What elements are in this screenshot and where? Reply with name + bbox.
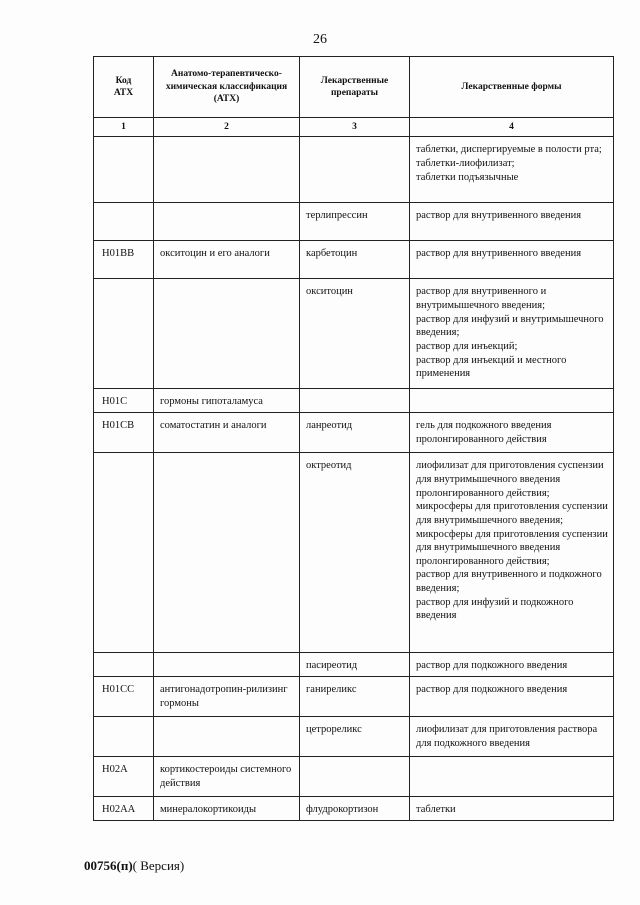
classification-cell: антигонадотропин-рилизинг гормоны xyxy=(154,677,300,717)
header-atc-classification: Анатомо-терапевтическо-химическая классификация (АТХ) xyxy=(154,57,300,118)
classification-cell xyxy=(154,717,300,757)
dosage-form-cell xyxy=(410,757,614,797)
table-row xyxy=(94,279,614,389)
dosage-form-cell: таблетки xyxy=(410,797,614,821)
classification-cell xyxy=(154,203,300,241)
classification-cell: гормоны гипоталамуса xyxy=(154,389,300,413)
classification-cell: кортикостероиды системного действия xyxy=(154,757,300,797)
atc-table xyxy=(93,56,614,821)
table-row xyxy=(94,241,614,279)
drug-cell: ланреотид xyxy=(300,413,410,453)
table-row xyxy=(94,413,614,453)
column-number: 4 xyxy=(410,118,614,137)
dosage-form-cell: таблетки, диспергируемые в полости рта; таблетки-лиофилизат; таблетки подъязычные xyxy=(410,137,614,203)
drug-cell: карбетоцин xyxy=(300,241,410,279)
atc-code-cell xyxy=(94,137,154,203)
column-number-row xyxy=(94,118,614,137)
atc-code-cell: H01C xyxy=(94,389,154,413)
document-footer xyxy=(84,858,184,874)
dosage-form-cell: лиофилизат для приготовления раствора для подкожного введения xyxy=(410,717,614,757)
classification-cell xyxy=(154,137,300,203)
classification-cell xyxy=(154,453,300,653)
table-row xyxy=(94,203,614,241)
table-row xyxy=(94,677,614,717)
dosage-form-cell xyxy=(410,389,614,413)
dosage-form-cell: раствор для подкожного введения xyxy=(410,677,614,717)
document-version: ( Версия) xyxy=(132,858,185,873)
column-number: 2 xyxy=(154,118,300,137)
atc-code-cell: H02AA xyxy=(94,797,154,821)
drug-cell: ганиреликс xyxy=(300,677,410,717)
table-row xyxy=(94,453,614,653)
document-code: 00756(п) xyxy=(84,858,133,873)
atc-code-cell xyxy=(94,453,154,653)
drug-cell: цетрореликс xyxy=(300,717,410,757)
drug-cell xyxy=(300,137,410,203)
dosage-form-cell: лиофилизат для приготовления суспензии для внутримышечного введения пролонгированного действия; микросферы для приготовления суспензии для внутримышечного введения; микросферы для приготовления суспензии для внутримышечного введения пролонгированного действия; раствор для внутривенного и подкожного введения; раствор для инфузий и подкожного введения xyxy=(410,453,614,653)
dosage-form-cell: гель для подкожного введения пролонгированного действия xyxy=(410,413,614,453)
classification-cell: соматостатин и аналоги xyxy=(154,413,300,453)
table-row xyxy=(94,137,614,203)
header-atc-code: Код АТХ xyxy=(94,57,154,118)
classification-cell xyxy=(154,653,300,677)
drug-cell xyxy=(300,389,410,413)
table-row xyxy=(94,757,614,797)
atc-code-cell xyxy=(94,717,154,757)
atc-code-cell: H01BB xyxy=(94,241,154,279)
atc-code-cell: H01CC xyxy=(94,677,154,717)
drug-cell: октреотид xyxy=(300,453,410,653)
table-header-row xyxy=(94,57,614,118)
column-number: 1 xyxy=(94,118,154,137)
table-row xyxy=(94,717,614,757)
atc-code-cell xyxy=(94,653,154,677)
drug-cell: пасиреотид xyxy=(300,653,410,677)
table-row xyxy=(94,797,614,821)
classification-cell: минералокортикоиды xyxy=(154,797,300,821)
header-dosage-forms: Лекарственные формы xyxy=(410,57,614,118)
table-row xyxy=(94,653,614,677)
classification-cell: окситоцин и его аналоги xyxy=(154,241,300,279)
header-drugs: Лекарственные препараты xyxy=(300,57,410,118)
dosage-form-cell: раствор для внутривенного и внутримышечного введения; раствор для инфузий и внутримышечного введения; раствор для инъекций; раствор для инъекций и местного применения xyxy=(410,279,614,389)
column-number: 3 xyxy=(300,118,410,137)
atc-code-cell: H02A xyxy=(94,757,154,797)
dosage-form-cell: раствор для подкожного введения xyxy=(410,653,614,677)
atc-code-cell xyxy=(94,279,154,389)
drug-cell xyxy=(300,757,410,797)
drug-cell: терлипрессин xyxy=(300,203,410,241)
page-number: 26 xyxy=(313,32,327,47)
table-row xyxy=(94,389,614,413)
atc-code-cell xyxy=(94,203,154,241)
drug-cell: флудрокортизон xyxy=(300,797,410,821)
dosage-form-cell: раствор для внутривенного введения xyxy=(410,203,614,241)
drug-cell: окситоцин xyxy=(300,279,410,389)
dosage-form-cell: раствор для внутривенного введения xyxy=(410,241,614,279)
classification-cell xyxy=(154,279,300,389)
atc-code-cell: H01CB xyxy=(94,413,154,453)
